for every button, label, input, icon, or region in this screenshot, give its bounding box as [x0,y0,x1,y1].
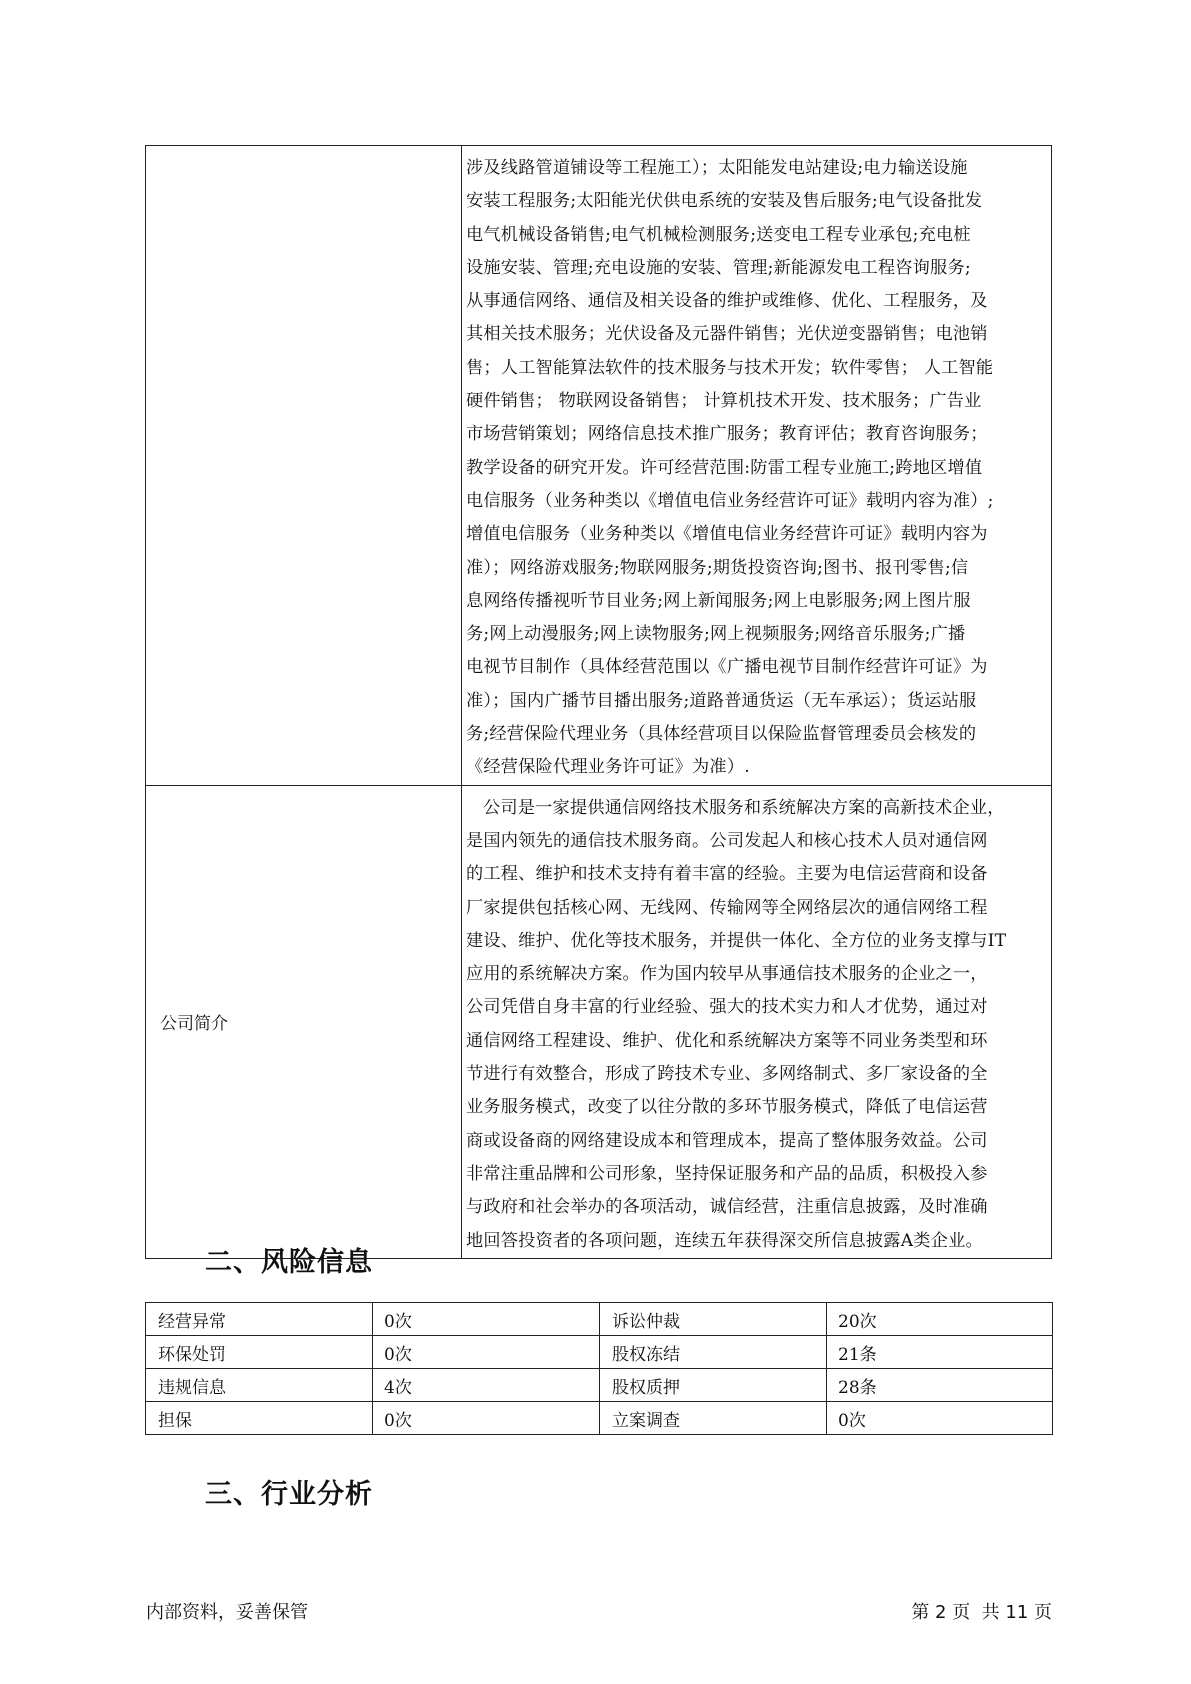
footer-page-number: 第 2 页 共 11 页 [911,1602,1052,1623]
business-scope-line: 电视节目制作（具体经营范围以《广播电视节目制作经营许可证》为 [466,657,988,678]
company-intro-content [462,785,1052,1258]
business-scope-line: 准）；网络游戏服务;物联网服务;期货投资咨询;图书、报刊零售;信 [466,557,969,578]
business-scope-line: 涉及线路管道铺设等工程施工）；太阳能发电站建设;电力输送设施 [466,158,968,178]
business-scope-line: 硬件销售； 物联网设备销售； 计算机技术开发、技术服务；广告业 [466,391,982,412]
risk-value: 0次 [373,1303,600,1336]
business-scope-label-cell [146,146,462,786]
company-intro-line: 是国内领先的通信技术服务商。公司发起人和核心技术人员对通信网 [466,830,988,851]
risk-value: 0次 [373,1402,600,1435]
risk-label: 诉讼仲裁 [600,1303,827,1336]
risk-value: 0次 [827,1402,1053,1435]
risk-value: 20次 [827,1303,1053,1336]
risk-label: 股权质押 [600,1369,827,1402]
business-scope-line: 准）；国内广播节目播出服务;道路普通货运（无车承运）；货运站服 [466,690,977,711]
company-intro-label: 公司简介 [146,785,462,1258]
section-title-industry: 三、行业分析 [205,1479,373,1510]
risk-label: 立案调查 [600,1402,827,1435]
risk-value: 21条 [827,1336,1053,1369]
company-info-table [145,145,1052,1259]
business-scope-line: 务;经营保险代理业务（具体经营项目以保险监督管理委员会核发的 [466,724,977,745]
risk-info-table [145,1302,1053,1435]
business-scope-line: 《经营保险代理业务许可证》为准）. [466,757,750,778]
risk-row [146,1402,1053,1435]
footer-confidential-note: 内部资料，妥善保管 [146,1602,308,1623]
business-scope-row [146,146,1052,786]
company-intro-line: 业务服务模式，改变了以往分散的多环节服务模式，降低了电信运营 [466,1097,988,1118]
company-intro-line: 地回答投资者的各项问题，连续五年获得深交所信息披露A类企业。 [466,1230,983,1251]
company-intro-line: 公司凭借自身丰富的行业经验、强大的技术实力和人才优势，通过对 [466,997,988,1018]
company-intro-line: 应用的系统解决方案。作为国内较早从事通信技术服务的企业之一， [466,964,988,985]
business-scope-line: 教学设备的研究开发。许可经营范围:防雷工程专业施工;跨地区增值 [466,457,983,478]
business-scope-line: 电气机械设备销售;电气机械检测服务;送变电工程专业承包;充电桩 [466,224,971,245]
business-scope-line: 从事通信网络、通信及相关设备的维护或维修、优化、工程服务，及 [466,291,988,312]
company-intro-line: 商或设备商的网络建设成本和管理成本，提高了整体服务效益。公司 [466,1130,988,1151]
business-scope-line: 售；人工智能算法软件的技术服务与技术开发；软件零售； 人工智能 [466,357,994,378]
risk-value: 4次 [373,1369,600,1402]
business-scope-line: 设施安装、管理;充电设施的安装、管理;新能源发电工程咨询服务; [466,257,971,278]
company-intro-line: 的工程、维护和技术支持有着丰富的经验。主要为电信运营商和设备 [466,864,988,885]
business-scope-line: 市场营销策划；网络信息技术推广服务；教育评估；教育咨询服务； [466,424,988,445]
company-intro-line: 公司是一家提供通信网络技术服务和系统解决方案的高新技术企业， [483,797,1005,818]
company-intro-line: 厂家提供包括核心网、无线网、传输网等全网络层次的通信网络工程 [466,897,988,918]
risk-value: 0次 [373,1336,600,1369]
risk-value: 28条 [827,1369,1053,1402]
risk-label: 担保 [146,1402,373,1435]
risk-row [146,1303,1053,1336]
business-scope-line: 息网络传播视听节目业务;网上新闻服务;网上电影服务;网上图片服 [466,590,971,611]
business-scope-line: 增值电信服务（业务种类以《增值电信业务经营许可证》载明内容为 [466,524,988,545]
business-scope-content [462,146,1052,786]
risk-label: 违规信息 [146,1369,373,1402]
risk-row [146,1369,1053,1402]
company-intro-row [146,785,1052,1258]
risk-row [146,1336,1053,1369]
company-intro-line: 非常注重品牌和公司形象，坚持保证服务和产品的品质，积极投入参 [466,1163,988,1184]
risk-label: 环保处罚 [146,1336,373,1369]
company-intro-line: 通信网络工程建设、维护、优化和系统解决方案等不同业务类型和环 [466,1030,988,1051]
company-intro-line: 与政府和社会举办的各项活动，诚信经营，注重信息披露，及时准确 [466,1197,988,1218]
business-scope-line: 务;网上动漫服务;网上读物服务;网上视频服务;网络音乐服务;广播 [466,624,966,645]
risk-label: 股权冻结 [600,1336,827,1369]
business-scope-line: 电信服务（业务种类以《增值电信业务经营许可证》载明内容为准）; [466,490,994,511]
risk-label: 经营异常 [146,1303,373,1336]
company-intro-line: 建设、维护、优化等技术服务，并提供一体化、全方位的业务支撑与IT [466,930,1007,951]
section-title-risk: 二、风险信息 [205,1247,373,1278]
company-intro-line: 节进行有效整合，形成了跨技术专业、多网络制式、多厂家设备的全 [466,1064,988,1085]
business-scope-line: 其相关技术服务；光伏设备及元器件销售；光伏逆变器销售；电池销 [466,324,988,345]
business-scope-line: 安装工程服务;太阳能光伏供电系统的安装及售后服务;电气设备批发 [466,191,983,212]
